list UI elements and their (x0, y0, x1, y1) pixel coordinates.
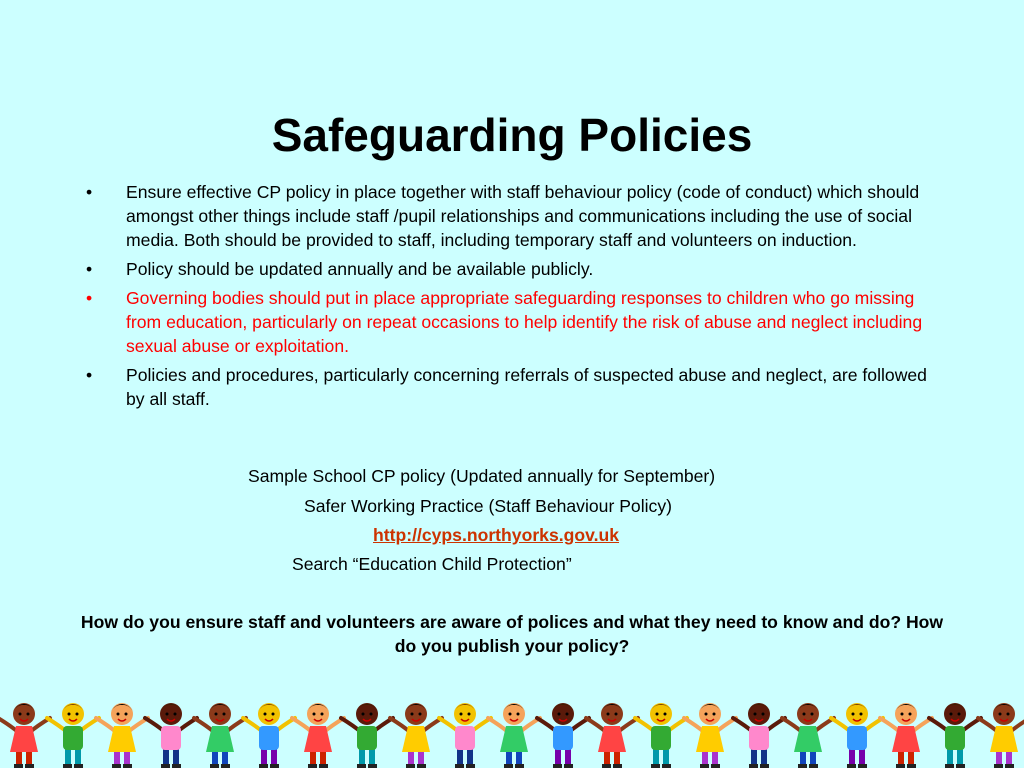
bullet-text: Policy should be updated annually and be available publicly. (126, 259, 594, 279)
bullet-list (86, 180, 946, 416)
bullet-text: Policies and procedures, particularly concerning referrals of suspected abuse and neglect, are followed by all staff. (126, 365, 927, 409)
safer-working-reference: Safer Working Practice (Staff Behaviour Policy) (304, 496, 672, 516)
children-holding-hands-border-icon (0, 696, 1024, 768)
bullet-item (86, 363, 946, 411)
bullet-text: Governing bodies should put in place appropriate safeguarding responses to children who go missing from education, particularly on repeat occasions to help identify the risk of abuse and neglect including sexual abuse or exploitation. (126, 288, 923, 356)
bullet-marker: • (86, 259, 93, 279)
northyorks-link[interactable]: http://cyps.northyorks.gov.uk (373, 525, 620, 545)
bullet-item-highlighted (86, 286, 946, 358)
bullet-item (86, 180, 946, 252)
search-instruction: Search “Education Child Protection” (292, 554, 572, 574)
slide-title: Safeguarding Policies (271, 109, 753, 161)
bullet-item (86, 257, 946, 281)
bullet-marker: • (86, 182, 93, 202)
bullet-text: Ensure effective CP policy in place together with staff behaviour policy (code of conduct) which should amongst other things include staff /pupil relationships and communications including the use of social media. Both should be provided to staff, including temporary staff and volunteers on induction. (126, 182, 920, 250)
bullet-marker: • (86, 288, 93, 308)
bullet-marker: • (86, 365, 93, 385)
closing-question: How do you ensure staff and volunteers are aware of polices and what they need to know and do? How do you publish your policy? (80, 612, 944, 656)
sample-policy-reference: Sample School CP policy (Updated annually for September) (248, 466, 716, 486)
